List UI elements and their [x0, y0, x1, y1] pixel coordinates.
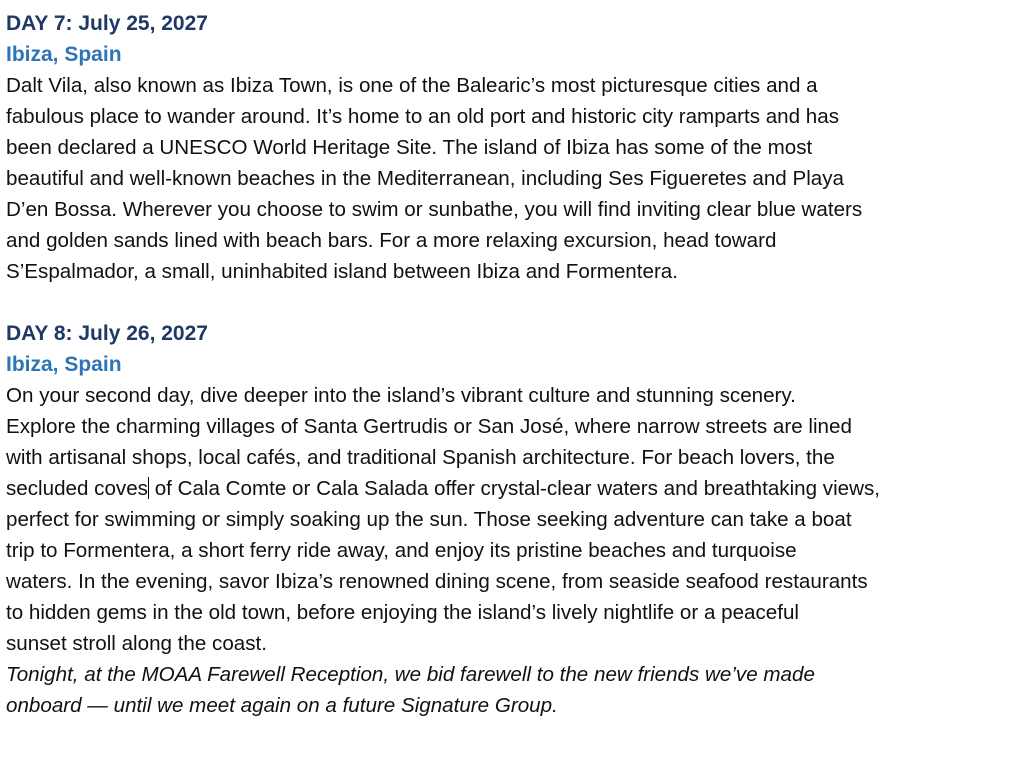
day-7-line-5: D’en Bossa. Wherever you choose to swim or sunbathe, you will find inviting clear blue waters — [6, 198, 863, 221]
day-7-line-6: and golden sands lined with beach bars. For a more relaxing excursion, head toward — [6, 229, 777, 252]
day-8-line-9: sunset stroll along the coast. — [6, 632, 268, 655]
day-8-section — [6, 318, 1018, 721]
day-8-description[interactable] — [6, 380, 1018, 721]
day-7-section — [6, 8, 1018, 287]
day-8-heading: DAY 8: July 26, 2027 — [6, 322, 208, 345]
day-8-line-1: On your second day, dive deeper into the island’s vibrant culture and stunning scenery. — [6, 384, 796, 407]
day-7-location: Ibiza, Spain — [6, 43, 122, 66]
day-8-line-4-end: of Cala Comte or Cala Salada offer crystal-clear waters and breathtaking views, — [148, 477, 881, 500]
day-8-line-4 — [6, 473, 1018, 504]
day-8-line-3: with artisanal shops, local cafés, and traditional Spanish architecture. For beach lovers, the — [6, 446, 835, 469]
day-7-line-3: been declared a UNESCO World Heritage Site. The island of Ibiza has some of the most — [6, 136, 813, 159]
day-7-line-4: beautiful and well-known beaches in the Mediterranean, including Ses Figueretes and Playa — [6, 167, 844, 190]
day-8-line-4-start: secluded coves — [6, 477, 148, 500]
day-7-description[interactable] — [6, 70, 1018, 287]
day-7-line-2: fabulous place to wander around. It’s home to an old port and historic city ramparts and has — [6, 105, 840, 128]
day-7-line-7: S’Espalmador, a small, uninhabited island between Ibiza and Formentera. — [6, 260, 678, 283]
day-8-line-8: to hidden gems in the old town, before enjoying the island’s lively nightlife or a peaceful — [6, 601, 799, 624]
document-page[interactable] — [6, 8, 1018, 721]
farewell-note-line-2: onboard — until we meet again on a future Signature Group. — [6, 694, 558, 717]
day-8-line-5: perfect for swimming or simply soaking up the sun. Those seeking adventure can take a boat — [6, 508, 852, 531]
day-8-line-6: trip to Formentera, a short ferry ride away, and enjoy its pristine beaches and turquoise — [6, 539, 797, 562]
day-7-heading: DAY 7: July 25, 2027 — [6, 12, 208, 35]
day-7-line-1: Dalt Vila, also known as Ibiza Town, is one of the Balearic’s most picturesque cities and a — [6, 74, 818, 97]
day-8-line-2: Explore the charming villages of Santa Gertrudis or San José, where narrow streets are lined — [6, 415, 852, 438]
day-8-location: Ibiza, Spain — [6, 353, 122, 376]
farewell-note-line-1: Tonight, at the MOAA Farewell Reception, we bid farewell to the new friends we’ve made — [6, 663, 815, 686]
day-8-line-7: waters. In the evening, savor Ibiza’s renowned dining scene, from seaside seafood restaurants — [6, 570, 868, 593]
